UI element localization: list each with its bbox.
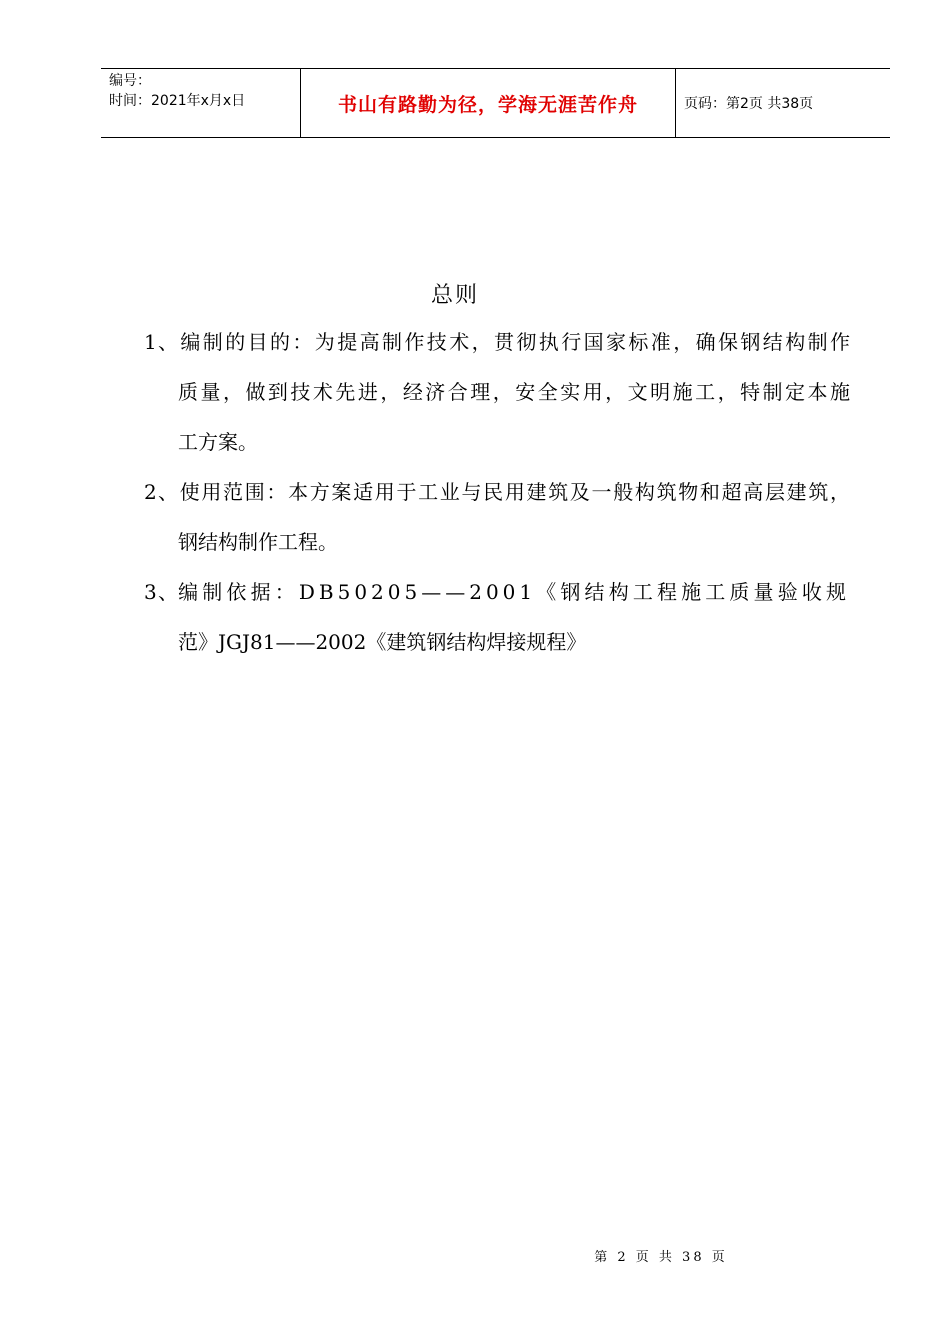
item-2-number: 2、 (144, 480, 178, 504)
page-footer: 第 2 页 共 38 页 (594, 1250, 728, 1265)
item-1-line-1: 编制的目的：为提高制作技术，贯彻执行国家标准，确保钢结构制作 (178, 330, 850, 354)
item-1-number: 1、 (144, 330, 178, 354)
item-2-line-1: 使用范围：本方案适用于工业与民用建筑及一般构筑物和超高层建筑， (178, 480, 850, 504)
header-page-info: 页码：第2页 共38页 (684, 96, 814, 112)
item-1-line-3: 工方案。 (178, 430, 258, 454)
item-1-line-2: 质量，做到技术先进，经济合理，安全实用，文明施工，特制定本施 (178, 380, 850, 404)
item-2 (144, 467, 850, 567)
item-1 (144, 317, 850, 467)
item-3-number: 3、 (144, 580, 178, 604)
item-3 (144, 567, 850, 667)
item-2-line-2: 钢结构制作工程。 (178, 530, 338, 554)
time-label: 时间：2021年x月x日 (109, 93, 246, 109)
document-title: 总则 (430, 283, 479, 308)
item-3-line-2: 范》JGJ81——2002《建筑钢结构焊接规程》 (178, 630, 587, 654)
header-meta (101, 69, 301, 137)
page-header (101, 68, 890, 138)
item-3-line-1: 编制依据：DB50205——2001《钢结构工程施工质量验收规 (178, 580, 850, 604)
header-motto: 书山有路勤为径，学海无涯苦作舟 (301, 69, 676, 137)
serial-number-label: 编号： (109, 73, 151, 89)
